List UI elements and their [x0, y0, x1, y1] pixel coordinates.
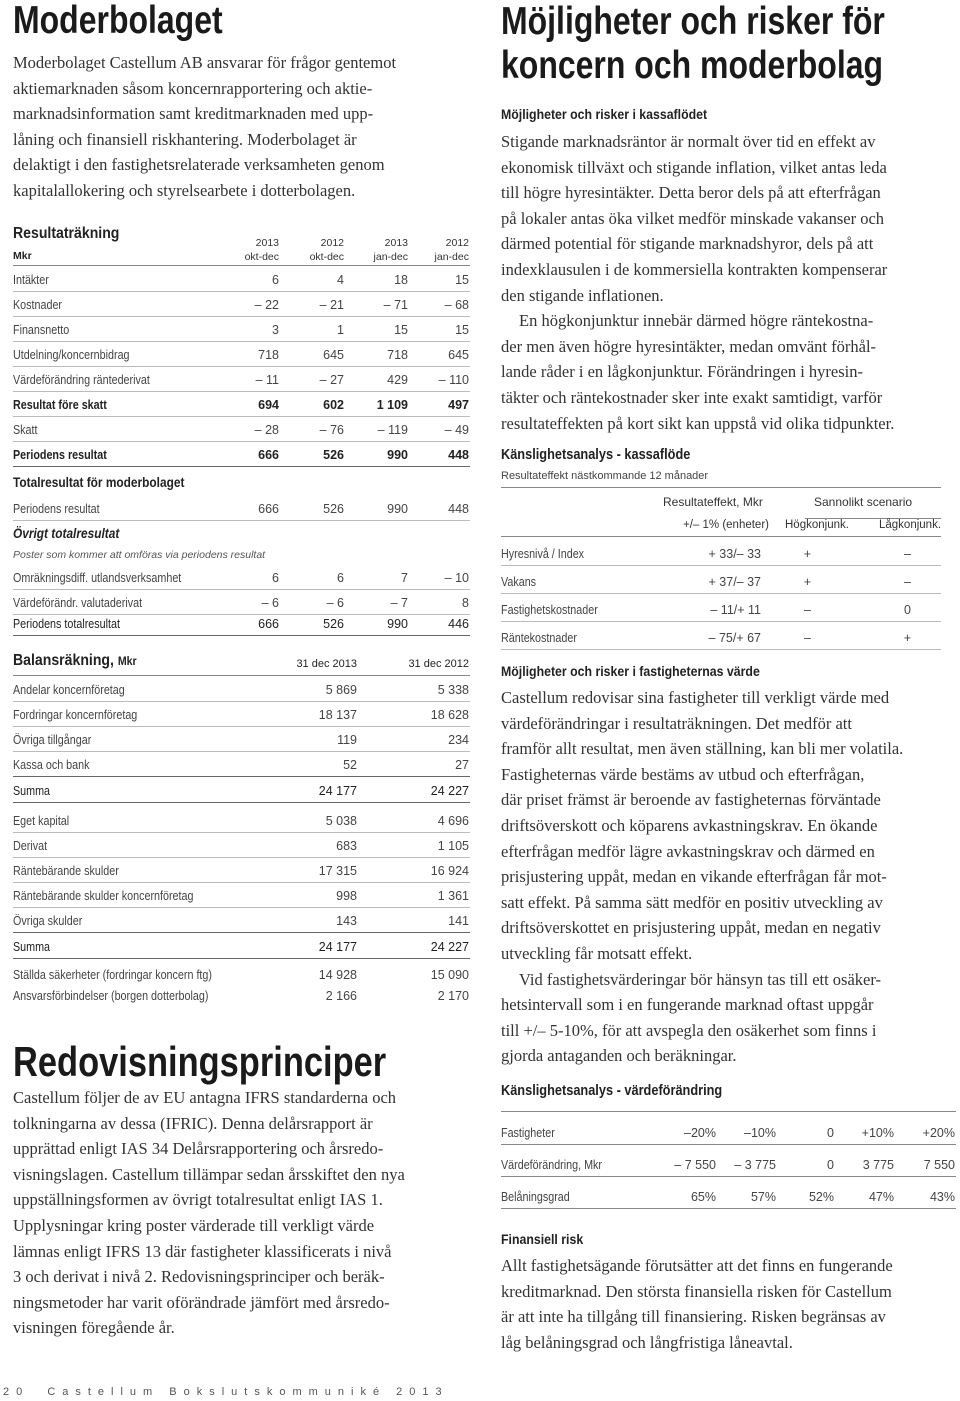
table-row	[13, 676, 470, 702]
body-line: Vid fastighetsvärderingar bör hänsyn tas till ett osäker-	[519, 969, 882, 989]
row-label: Värdeförändring, Mkr	[501, 1158, 602, 1172]
finrisk-text	[501, 1253, 960, 1355]
cell: 990	[387, 502, 408, 516]
balance-sheet-table	[13, 652, 470, 1012]
cell: 666	[258, 502, 279, 516]
intro-line: låning och finansiell riskhantering. Moderbolaget är	[13, 129, 357, 149]
row-label: Vakans	[501, 575, 537, 589]
col-subheader: Högkonjunk.	[785, 519, 849, 531]
balance-title: Balansräkning,	[13, 652, 114, 669]
balance-sheet-title	[13, 652, 137, 670]
table-row	[13, 776, 470, 803]
page-number: 20	[3, 1386, 30, 1398]
col-year: 2013	[255, 237, 279, 249]
cell: 15	[455, 273, 469, 287]
col-period: okt-dec	[244, 251, 279, 263]
table-row	[501, 565, 941, 594]
cell: 65%	[690, 1190, 716, 1204]
principles-line: uppställningsformen av övrigt totalresultat enligt IAS 1.	[13, 1190, 383, 1210]
col-header: 31 dec 2012	[408, 658, 469, 670]
cell: +20%	[922, 1126, 955, 1140]
body-line: Castellum redovisar sina fastigheter till verkligt värde med	[501, 688, 890, 707]
balance-unit: Mkr	[117, 654, 137, 668]
body-line: därmed potential för stigande marknadshyror, dels på att	[501, 234, 874, 254]
row-label: Summa	[13, 940, 51, 954]
cell: 0	[904, 603, 911, 617]
cell: – 21	[319, 298, 344, 312]
property-heading: Möjligheter och risker i fastigheternas värde	[501, 663, 760, 679]
cell: +10%	[861, 1126, 894, 1140]
cell: 3 775	[862, 1158, 894, 1172]
moderbolaget-intro	[13, 50, 483, 204]
principles-line: 3 och derivat i nivå 2. Redovisningsprinciper och beräk-	[13, 1267, 385, 1287]
cell: 1 361	[437, 889, 469, 903]
body-line: hetsintervall som i en fungerande marknad oftast uppgår	[501, 995, 874, 1015]
cell: 990	[387, 617, 408, 631]
cell: 4 696	[437, 814, 469, 828]
cell: 526	[323, 448, 344, 462]
sens-value-title: Känslighetsanalys - värdeförändring	[501, 1083, 723, 1099]
cell: – 27	[319, 373, 344, 387]
table-row	[13, 701, 470, 727]
cell: –	[904, 547, 911, 561]
col-header	[229, 236, 279, 264]
cell: 718	[258, 348, 279, 362]
row-label: Skatt	[13, 423, 38, 437]
cell: +	[903, 631, 911, 645]
table-row	[13, 366, 470, 392]
cell: + 37/– 37	[708, 575, 761, 589]
cell: 1 109	[376, 398, 408, 412]
cell: 448	[448, 448, 469, 462]
row-label: Periodens totalresultat	[13, 617, 120, 631]
income-statement-table	[13, 225, 470, 635]
body-line: indexklausulen i de kommersiella kontrakten kompenserar	[501, 259, 888, 279]
principles-line: upprättad enligt IAS 34 Delårsrapportering och årsredo-	[13, 1139, 384, 1159]
cell: 17 315	[318, 864, 357, 878]
principles-line: visningen föregående år.	[13, 1318, 175, 1338]
table-row	[13, 857, 470, 883]
cell: – 119	[377, 423, 408, 437]
table-row	[501, 537, 941, 566]
header-rule	[501, 487, 941, 488]
cell: 0	[827, 1158, 834, 1172]
oci-title: Övrigt totalresultat	[13, 526, 120, 541]
cell: – 3 775	[734, 1158, 776, 1172]
row-label: Kostnader	[13, 298, 63, 312]
table-row	[13, 316, 470, 342]
cell: – 11/+ 11	[710, 603, 761, 617]
cell: 15	[394, 323, 408, 337]
cell: +	[803, 575, 811, 589]
table-row	[501, 593, 941, 622]
page-footer	[3, 1386, 449, 1398]
body-line: den stigande inflationen.	[501, 285, 664, 305]
table-row	[13, 341, 470, 367]
finrisk-heading: Finansiell risk	[501, 1231, 584, 1247]
col-header: Sannolikt scenario	[814, 495, 913, 509]
cell: 497	[448, 398, 469, 412]
cell: 14 928	[318, 968, 357, 982]
cell: 602	[323, 398, 344, 412]
section-title-risks-line1: Möjligheter och risker för	[501, 0, 885, 43]
cell: – 7	[390, 596, 408, 610]
table-row	[13, 391, 470, 417]
cell: 0	[827, 1126, 834, 1140]
section-title-principles: Redovisningsprinciper	[13, 1038, 387, 1085]
table-row	[13, 441, 470, 467]
cell: 18	[394, 273, 408, 287]
cashflow-heading: Möjligheter och risker i kassaflödet	[501, 106, 708, 122]
row-label: Eget kapital	[13, 814, 70, 828]
row-label: Andelar koncernföretag	[13, 683, 125, 697]
principles-line: Upplysningar kring poster värderade till verkligt värde	[13, 1215, 375, 1235]
col-period: jan-dec	[434, 251, 469, 263]
body-line: är att inte ha tillgång till finansiering. Risken begränsas av	[501, 1307, 886, 1327]
cell: – 68	[444, 298, 469, 312]
body-line: värdeförändringar i resultaträkningen. Det medför att	[501, 713, 852, 733]
cell: 448	[448, 502, 469, 516]
cell: – 7 550	[674, 1158, 716, 1172]
cell: 15	[455, 323, 469, 337]
cell: –	[804, 631, 811, 645]
body-line: låg belåningsgrad och långfristiga låneavtal.	[501, 1332, 793, 1352]
cell: –20%	[684, 1126, 716, 1140]
cell: 47%	[868, 1190, 894, 1204]
row-label: Summa	[13, 784, 51, 798]
col-year: 2012	[320, 237, 344, 249]
cell: 141	[448, 914, 469, 928]
col-subheader: Lågkonjunk.	[879, 519, 942, 531]
sens-cash-title: Känslighetsanalys - kassaflöde	[501, 447, 691, 463]
cell: 6	[337, 571, 344, 585]
intro-line: kapitalallokering och styrelsearbete i dotterbolagen.	[13, 180, 356, 200]
row-label: Fastighetskostnader	[501, 603, 598, 617]
table-row	[13, 291, 470, 317]
cell: 6	[272, 273, 279, 287]
footer-text: Castellum Bokslutskommuniké 2013	[47, 1386, 449, 1398]
body-line: der men även högre hyresintäkter, medan omvänt förhål-	[501, 336, 877, 356]
cell: 998	[336, 889, 357, 903]
row-label: Belåningsgrad	[501, 1190, 570, 1204]
cell: – 11	[255, 373, 279, 387]
table-row	[13, 610, 470, 636]
table-row	[13, 932, 470, 959]
principles-line: Castellum följer de av EU antagna IFRS standarderna och	[13, 1088, 397, 1107]
cell: 2 170	[437, 989, 469, 1003]
col-subheader: +/– 1% (enheter)	[683, 519, 769, 531]
body-line: där priset främst är beroende av fastigheternas förväntade	[501, 790, 881, 810]
cell: +	[803, 547, 811, 561]
cell: 526	[323, 617, 344, 631]
body-line: på lokaler antas öka vilket medför minskade vakanser och	[501, 208, 885, 228]
col-year: 2013	[384, 237, 408, 249]
cell: 694	[258, 398, 279, 412]
principles-line: tolkningarna av dessa (IFRIC). Denna delårsrapport är	[13, 1113, 373, 1133]
col-period: okt-dec	[309, 251, 344, 263]
body-line: Stigande marknadsräntor är normalt över tid en effekt av	[501, 132, 876, 151]
sensitivity-cashflow-table	[501, 447, 941, 652]
col-header	[419, 236, 469, 264]
intro-line: delaktigt i den fastighetsrelaterade verksamheten genom	[13, 155, 385, 175]
cell: 1 105	[437, 839, 469, 853]
cell: 990	[387, 448, 408, 462]
principles-line: visningslagen. Castellum tillämpar sedan årsskiftet den nya	[13, 1164, 405, 1184]
body-line: kreditmarknad. Den största finansiella risken för Castellum	[501, 1281, 892, 1301]
cell: 24 227	[430, 784, 469, 798]
cell: 5 038	[325, 814, 357, 828]
row-label: Värdeförändr. valutaderivat	[13, 596, 143, 610]
cell: 1	[337, 323, 344, 337]
cell: 119	[337, 733, 357, 747]
body-line: prisjustering uppåt, medan en vikande efterfrågan får mot-	[501, 867, 887, 887]
cell: 234	[448, 733, 469, 747]
cell: 645	[323, 348, 344, 362]
cell: –	[904, 575, 911, 589]
col-header: Resultateffekt, Mkr	[663, 495, 763, 509]
body-line: satt effekt. På samma sätt medför en positiv utveckling av	[501, 892, 883, 912]
cell: – 49	[444, 423, 469, 437]
cell: 666	[258, 448, 279, 462]
body-line: resultateffekten på kort sikt kan uppstå vid olika tidpunkter.	[501, 413, 895, 433]
cell: 8	[462, 596, 469, 610]
row-label: Ställda säkerheter (fordringar koncern ftg)	[13, 968, 212, 982]
cell: 666	[258, 617, 279, 631]
property-text	[501, 685, 960, 1069]
table-row	[13, 807, 470, 833]
row-label: Övriga skulder	[13, 914, 83, 928]
row-label: Hyresnivå / Index	[501, 547, 585, 561]
cell: 24 227	[430, 940, 469, 954]
cell: – 28	[254, 423, 279, 437]
row-label: Fastigheter	[501, 1126, 555, 1140]
total-result-title: Totalresultat för moderbolaget	[13, 475, 185, 490]
table-row	[501, 1176, 956, 1209]
row-label: Övriga tillgångar	[13, 733, 92, 747]
cell: 683	[336, 839, 357, 853]
cell: 3	[272, 323, 279, 337]
cell: 27	[455, 758, 469, 772]
row-label: Kassa och bank	[13, 758, 90, 772]
cell: – 75/+ 67	[708, 631, 761, 645]
cell: 43%	[929, 1190, 955, 1204]
body-line: lande råder i en lågkonjunktur. Förändringen i hyresin-	[501, 362, 863, 382]
table-row	[13, 416, 470, 442]
table-row	[13, 751, 470, 777]
intro-line: marknadsinformation samt kreditmarknaden med upp-	[13, 104, 374, 124]
cell: 446	[448, 617, 469, 631]
row-label: Periodens resultat	[13, 502, 100, 516]
sensitivity-value-table	[501, 1083, 956, 1223]
body-line: ekonomisk tillväxt och stigande inflation, vilket antas leda	[501, 157, 887, 177]
row-label: Utdelning/koncernbidrag	[13, 348, 130, 362]
row-label: Räntekostnader	[501, 631, 577, 645]
cell: – 6	[261, 596, 279, 610]
cell: + 33/– 33	[708, 547, 761, 561]
unit-label: Mkr	[13, 250, 32, 262]
body-line: Allt fastighetsägande förutsätter att det finns en fungerande	[501, 1256, 893, 1275]
col-period: jan-dec	[373, 251, 408, 263]
cell: 18 137	[318, 708, 357, 722]
row-label: Fordringar koncernföretag	[13, 708, 138, 722]
cell: 5 869	[325, 683, 357, 697]
cell: 429	[387, 373, 408, 387]
body-line: gjorda antaganden och beräkningar.	[501, 1046, 737, 1066]
col-year: 2012	[445, 237, 469, 249]
table-row	[13, 965, 470, 986]
row-label: Omräkningsdiff. utlandsverksamhet	[13, 571, 182, 585]
cell: 5 338	[437, 683, 469, 697]
cell: 7	[401, 571, 408, 585]
table-row	[13, 907, 470, 933]
row-label: Ansvarsförbindelser (borgen dotterbolag)	[13, 989, 209, 1003]
cell: 57%	[750, 1190, 776, 1204]
intro-line: Moderbolaget Castellum AB ansvarar för frågor gentemot	[13, 53, 397, 72]
cell: 645	[448, 348, 469, 362]
body-line: efterfrågan medför lägre avkastningskrav och därmed en	[501, 841, 875, 861]
cell: 2 166	[325, 989, 357, 1003]
body-line: driftsöverskottet en prisjustering uppåt, medan en negativ	[501, 918, 881, 938]
principles-text	[13, 1085, 483, 1341]
cell: 52	[343, 758, 357, 772]
cell: 4	[337, 273, 344, 287]
body-line: framför allt resultat, men även ställning, kan bli mer volatila.	[501, 739, 904, 759]
body-line: täkter och räntekostnader sker inte exakt samtidigt, varför	[501, 387, 883, 407]
row-label: Intäkter	[13, 273, 49, 287]
cell: – 71	[383, 298, 408, 312]
body-line: till högre hyresintäkter. Detta beror dels på att efterfrågan	[501, 183, 881, 203]
cell: 18 628	[430, 708, 469, 722]
section-title-moderbolaget: Moderbolaget	[13, 0, 223, 42]
cell: – 10	[444, 571, 469, 585]
table-row	[13, 266, 470, 292]
table-row	[501, 1112, 956, 1145]
table-row	[501, 1144, 956, 1177]
principles-line: lämnas enligt IFRS 13 där fastigheter klassificerats i nivå	[13, 1241, 392, 1261]
intro-line: aktiemarknaden såsom koncernrapportering och aktie-	[13, 78, 373, 98]
cell: – 76	[319, 423, 344, 437]
row-label: Resultat före skatt	[13, 398, 107, 412]
oci-note: Poster som kommer att omföras via periodens resultat	[13, 549, 266, 561]
table-row	[13, 495, 470, 521]
table-row	[13, 564, 470, 590]
body-line: Fastigheternas värde bestäms av utbud och efterfrågan,	[501, 764, 865, 784]
cell: 6	[272, 571, 279, 585]
cell: 143	[336, 914, 357, 928]
cell: 24 177	[318, 940, 357, 954]
col-header: 31 dec 2013	[296, 658, 357, 670]
principles-line: ningsmetoder har varit oförändrade jämfört med årsredo-	[13, 1292, 390, 1312]
cell: –	[804, 603, 811, 617]
table-row	[13, 986, 470, 1007]
cell: 526	[323, 502, 344, 516]
cell: 16 924	[430, 864, 469, 878]
cell: 52%	[808, 1190, 834, 1204]
cell: – 6	[326, 596, 344, 610]
section-title-risks-line2: koncern och moderbolag	[501, 44, 884, 87]
row-label: Räntebärande skulder koncernföretag	[13, 889, 194, 903]
col-header	[294, 236, 344, 264]
body-line: utveckling får motsatt effekt.	[501, 943, 693, 963]
table-row	[13, 832, 470, 858]
cell: 7 550	[923, 1158, 955, 1172]
body-line: En högkonjunktur innebär därmed högre räntekostna-	[519, 311, 874, 331]
cashflow-text	[501, 129, 960, 436]
body-line: driftsöverskott och köparens avkastningskrav. En ökande	[501, 815, 878, 835]
cell: – 110	[438, 373, 469, 387]
income-statement-title: Resultaträkning	[13, 225, 120, 242]
row-label: Finansnetto	[13, 323, 70, 337]
row-label: Periodens resultat	[13, 448, 107, 462]
cell: –10%	[744, 1126, 776, 1140]
row-label: Derivat	[13, 839, 48, 853]
cell: 15 090	[430, 968, 469, 982]
row-label: Räntebärande skulder	[13, 864, 119, 878]
sens-cash-subtitle: Resultateffekt nästkommande 12 månader	[501, 470, 709, 482]
cell: 718	[387, 348, 408, 362]
row-label: Värdeförändring räntederivat	[13, 373, 150, 387]
cell: 24 177	[318, 784, 357, 798]
cell: – 22	[254, 298, 279, 312]
table-row	[501, 621, 941, 650]
col-header	[358, 236, 408, 264]
table-row	[13, 726, 470, 752]
table-row	[13, 882, 470, 908]
body-line: till +/– 5-10%, för att avspegla den osäkerhet som finns i	[501, 1020, 877, 1040]
